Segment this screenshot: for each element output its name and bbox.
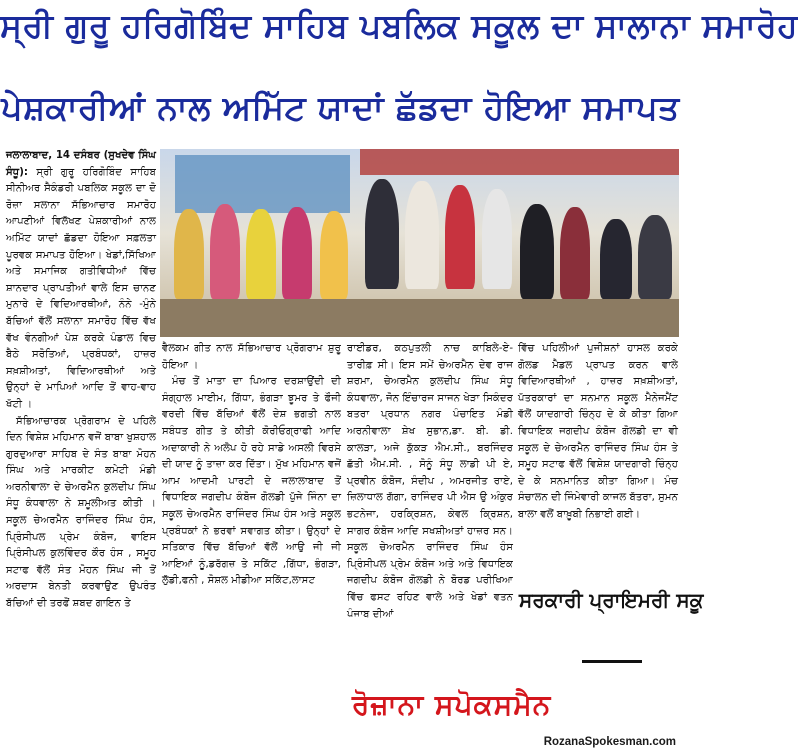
article-paragraph: ਸ੍ਰੀ ਗੁਰੂ ਹਰਿਗੋਬਿੰਦ ਸਾਹਿਬ ਸੀਨੀਅਰ ਸੈਕੰਡਰੀ ਪਬਲਿਕ ਸਕੂਲ ਦਾ ਦੋ ਰੋਜ਼ਾ ਸਲਾਨਾ ਸੱਭਿਆਚਾਰ ਸਮਾਰੋਹ ਆਪਣੀਆਂ ਵਿਲੱਖਣ ਪੇਸ਼ਕਾਰੀਆਂ ਨਾਲ ਅਮਿੱਟ ਯਾਦਾਂ ਛੱਡਦਾ ਹੋਇਆ ਸਫ਼ਲਤਾ ਪੂਰਵਕ ਸਮਾਪਤ ਹੋਇਆ। ਖੇਡਾਂ,ਸਿੱਖਿਆ ਅਤੇ ਸਮਾਜਿਕ ਗਤੀਵਿਧੀਆਂ ਵਿੱਚ ਸ਼ਾਨਦਾਰ ਪ੍ਰਾਪਤੀਆਂ ਵਾਲੇ ਇਸ ਚਾਨਣ ਮੁਨਾਰੇ ਦੇ ਵਿਦਿਆਰਥੀਆਂ, ਨੰਨੇ -ਮੁੰਨੇ ਬੱਚਿਆਂ ਵੱਲੋਂ ਸਲਾਨਾ ਸਮਾਰੋਹ ਵਿੱਚ ਵੱਖ ਵੱਖ ਵੰਨਗੀਆਂ ਪੇਸ਼ ਕਰਕੇ ਪੰਡਾਲ ਵਿਚ ਬੈਠੇ ਸਰੋਤਿਆਂ, ਪ੍ਰਬੰਧਕਾਂ, ਹਾਜ਼ਰ ਸਖ਼ਸ਼ੀਅਤਾਂ, ਵਿਦਿਆਰਥੀਆਂ ਅਤੇ ਉਨ੍ਹਾਂ ਦੇ ਮਾਪਿਆਂ ਆਦਿ ਤੋਂ ਵਾਹ-ਵਾਹ ਖੱਟੀ । [6, 166, 157, 410]
headline-line-1: ਸ੍ਰੀ ਗੁਰੂ ਹਰਿਗੋਬਿੰਦ ਸਾਹਿਬ ਪਬਲਿਕ ਸਕੂਲ ਦਾ ਸਾਲਾਨਾ ਸਮਾਰੋਹ [0, 6, 798, 45]
photo-stage-floor [160, 299, 679, 337]
photo-figure [210, 204, 240, 299]
article-column-4 [518, 341, 678, 581]
photo-figure [638, 215, 672, 299]
photo-figure [405, 181, 439, 289]
article-paragraph: ਸੱਭਿਆਚਾਰਕ ਪ੍ਰੋਗਰਾਮ ਦੇ ਪਹਿਲੇ ਦਿਨ ਵਿਸ਼ੇਸ਼ ਮਹਿਮਾਨ ਵਜੋਂ ਬਾਬਾ ਖੁਸ਼ਹਾਲ ਗੁਰਦੁਆਰਾ ਸਾਹਿਬ ਦੇ ਸੰਤ ਬਾਬਾ ਮੋਹਨ ਸਿੰਘ ਅਤੇ ਮਾਰਕੀਟ ਕਮੇਟੀ ਮੰਡੀ ਅਰਨੀਵਾਲਾ ਦੇ ਚੇਅਰਮੈਨ ਕੁਲਦੀਪ ਸਿੰਘ ਸੰਧੂ ਕੰਧਵਾਲਾ ਨੇ ਸ਼ਮੂਲੀਅਤ ਕੀਤੀ । ਸਕੂਲ ਚੇਅਰਮੈਨ ਰਾਜਿੰਦਰ ਸਿੰਘ ਹੰਸ, ਪ੍ਰਿੰਸੀਪਲ ਪ੍ਰੇਮ ਕੰਬੋਜ, ਵਾਇਸ ਪ੍ਰਿੰਸੀਪਲ ਕੁਲਵਿੰਦਰ ਕੌਰ ਹੰਸ , ਸਮੂਹ ਸਟਾਫ ਵੱਲੋਂ ਸੰਤ ਮੋਹਨ ਸਿੰਘ ਜੀ ਤੋਂ ਅਰਦਾਸ ਬੇਨਤੀ ਕਰਵਾਉਣ ਉਪਰੰਤ ਬੱਚਿਆਂ ਦੀ ਤਰਫੋਂ ਸ਼ਬਦ ਗਾਇਨ ਤੇ [6, 415, 156, 610]
photo-figure [445, 185, 475, 289]
photo-tent-backdrop [360, 149, 679, 175]
event-photo [160, 149, 679, 337]
article-column-3 [347, 341, 513, 746]
photo-figure [520, 204, 554, 299]
article-column-1 [6, 148, 156, 752]
website-url: RozanaSpokesman.com [543, 736, 676, 748]
article-paragraph: ਵਿੱਚ ਪਹਿਲੀਆਂ ਪੁਜੀਸ਼ਨਾਂ ਹਾਸਲ ਕਰਕੇ ਗੋਲਡ ਮੈਡਲ ਪ੍ਰਾਪਤ ਕਰਨ ਵਾਲੇ ਵਿਦਿਆਰਥੀਆਂ , ਹਾਜ਼ਰ ਸਖ਼ਸ਼ੀਅਤਾਂ, ਪੱਤਰਕਾਰਾਂ ਦਾ ਸਨਮਾਨ ਸਕੂਲ ਮੈਨੇਜਮੈਂਟ ਵੱਲੋਂ ਯਾਦਗਾਰੀ ਚਿੰਨ੍ਹ ਦੇ ਕੇ ਕੀਤਾ ਗਿਆ ਵਿਧਾਇਕ ਜਗਦੀਪ ਕੰਬੋਜ ਗੋਲਡੀ ਦਾ ਵੀ ਸਕੂਲ ਦੇ ਚੇਅਰਮੈਨ ਰਾਜਿੰਦਰ ਸਿੰਘ ਹੰਸ ਤੇ ਸਮੂਹ ਸਟਾਫ ਵੱਲੋਂ ਵਿਸ਼ੇਸ਼ ਯਾਦਗਾਰੀ ਚਿੰਨ੍ਹ ਦੇ ਕੇ ਸਨਮਾਨਿਤ ਕੀਤਾ ਗਿਆ। ਮੰਚ ਸੰਚਾਲਨ ਦੀ ਜਿੰਮੇਵਾਰੀ ਕਾਜਲ ਬੱਤਰਾ, ਸੁਮਨ ਬਾਲਾ ਵਲੋਂ ਬਾਖ਼ੂਬੀ ਨਿਭਾਈ ਗਈ। [518, 343, 678, 520]
photo-figure [320, 211, 348, 299]
headline-line-2: ਪੇਸ਼ਕਾਰੀਆਂ ਨਾਲ ਅਮਿੱਟ ਯਾਦਾਂ ਛੱਡਦਾ ਹੋਇਆ ਸਮਾਪਤ [1, 88, 680, 127]
article-column-2 [162, 341, 341, 746]
article-paragraph: ਮੰਚ ਤੋਂ ਮਾਤਾ ਦਾ ਪਿਆਰ ਦਰਸ਼ਾਉਂਦੀ ਦੀ ਸੰਗ੍ਹਾਲ ਮਾਈਮ, ਗਿੱਧਾ, ਭੰਗੜਾ ਝੂਮਰ ਤੇ ਫੌਜੀ ਵਰਦੀ ਵਿੱਚ ਬੱਚਿਆਂ ਵੱਲੋਂ ਦੇਸ਼ ਭਗਤੀ ਨਾਲ ਸਬੰਧਤ ਗੀਤ ਤੇ ਕੀਤੀ ਕੋਰੀਓਗ੍ਰਾਫੀ ਆਦਿ ਅਦਾਕਾਰੀ ਨੇ ਅਲੋਪ ਹੋ ਰਹੇ ਸਾਡੇ ਅਸਲੀ ਵਿਰਸੇ ਦੀ ਯਾਦ ਨੂੰ ਤਾਜ਼ਾ ਕਰ ਦਿੱਤਾ। ਮੁੱਖ ਮਹਿਮਾਨ ਵਜੋਂ ਆਮ ਆਦਮੀ ਪਾਰਟੀ ਦੇ ਜਲਾਲਾਬਾਦ ਤੋਂ ਵਿਧਾਇਕ ਜਗਦੀਪ ਕੰਬੋਜ ਗੋਲਡੀ ਪੁੱਜੇ ਜਿੰਨਾ ਦਾ ਸਕੂਲ ਚੇਅਰਮੈਨ ਰਾਜਿੰਦਰ ਸਿੰਘ ਹੰਸ ਅਤੇ ਸਕੂਲ ਪ੍ਰਬੰਧਕਾਂ ਨੇ ਭਰਵਾਂ ਸਵਾਗਤ ਕੀਤਾ। ਉਨ੍ਹਾਂ ਦੇ ਸਤਿਕਾਰ ਵਿੱਚ ਬੱਚਿਆਂ ਵੱਲੋਂ ਆਉ ਜੀ ਜੀ ਆਇਆਂ ਨੂੰ,ਡਰੱਗਜ਼ ਤੇ ਸਕਿੱਟ ,ਗਿੱਧਾ, ਭੰਗੜਾ, ਲੁੱਡੀ,ਫਨੀ , ਸੋਸ਼ਲ ਮੀਡੀਆ ਸਕਿੱਟ,ਲਾਸਟ [162, 376, 341, 587]
photo-figure [174, 209, 204, 299]
photo-figure [482, 189, 512, 289]
photo-stage-banner [175, 155, 350, 213]
article-paragraph: ਵੈਲਕਮ ਗੀਤ ਨਾਲ ਸੱਭਿਆਚਾਰ ਪ੍ਰੋਗਰਾਮ ਸ਼ੁਰੂ ਹੋਇਆ । [162, 343, 341, 371]
photo-figure [600, 219, 632, 299]
article-dateline: ਜਲਾਲਾਬਾਦ, 14 ਦਸੰਬਰ (ਸੁਖਦੇਵ ਸਿੰਘ ਸੰਧੂ): [6, 150, 156, 178]
next-article-headline: ਸਰਕਾਰੀ ਪ੍ਰਾਇਮਰੀ ਸਕੂ [519, 588, 704, 612]
article-paragraph: ਰਾਈਡਰ, ਕਠਪੁਤਲੀ ਨਾਚ ਕਾਬਿਲੇ-ਏ- ਤਾਰੀਫ਼ ਸੀ। ਇਸ ਸਮੇਂ ਚੇਅਰਮੈਨ ਦੇਵ ਰਾਜ ਸ਼ਰਮਾ, ਚੇਅਰਮੈਨ ਕੁਲਦੀਪ ਸਿੰਘ ਸੰਧੂ ਕੰਧਵਾਲਾ, ਜੋਨ ਇੰਚਾਰਜ ਸਾਜਨ ਖੇੜਾ ਸਿਕੰਦਰ ਬਤਰਾ ਪ੍ਰਧਾਨ ਨਗਰ ਪੰਚਾਇਤ ਮੰਡੀ ਅਰਨੀਵਾਲਾ ਸ਼ੇਖ ਸੁਭਾਨ,ਡਾ. ਬੀ. ਡੀ. ਕਾਲੜਾ, ਅਜੇ ਕੁੱਕੜ ਐਮ.ਸੀ., ਬਰਜਿੰਦਰ ਛੱਤੀ ਐਮ.ਸੀ. , ਸੋਨੂੰ ਸੰਧੂ ਲਾਡੀ ਪੀ ਏ, ਪ੍ਰਵੀਨ ਕੰਬੋਜ, ਸੰਦੀਪ , ਅਮਰਜੀਤ ਰਾਏ, ਜ਼ਿਲਾਧਾਲ ਗੱਗਾ, ਰਾਜਿੰਦਰ ਪੀ ਐਸ ਉ ਅੰਕੁਰ ਭਟਨੇਜਾ, ਹਰਕ੍ਰਿਸ਼ਨ, ਕੇਵਲ ਕ੍ਰਿਸ਼ਨ, ਸਾਗਰ ਕੰਬੋਜ ਆਦਿ ਸਖਸ਼ੀਅਤਾਂ ਹਾਜ਼ਰ ਸਨ। ਸਕੂਲ ਚੇਅਰਮੈਨ ਰਾਜਿੰਦਰ ਸਿੰਘ ਹੰਸ ਪ੍ਰਿੰਸੀਪਲ ਪ੍ਰੇਮ ਕੰਬੋਜ ਅਤੇ ਅਤੇ ਵਿਧਾਇਕ ਜਗਦੀਪ ਕੰਬੋਜ ਗੋਲਡੀ ਨੇ ਬੋਰਡ ਪਰੀਖਿਆ ਵਿੱਚ ਫਸਟ ਰਹਿਣ ਵਾਲੇ ਅਤੇ ਖੇਡਾਂ ਵਤਨ ਪੰਜਾਬ ਦੀਆਂ [347, 343, 513, 620]
divider [582, 660, 642, 663]
photo-figure [282, 207, 312, 299]
newspaper-logo: ਰੋਜ਼ਾਨਾ ਸਪੋਕਸਮੈਨ [352, 688, 552, 721]
photo-figure [246, 209, 276, 299]
photo-figure [365, 179, 399, 289]
photo-figure [560, 207, 590, 299]
